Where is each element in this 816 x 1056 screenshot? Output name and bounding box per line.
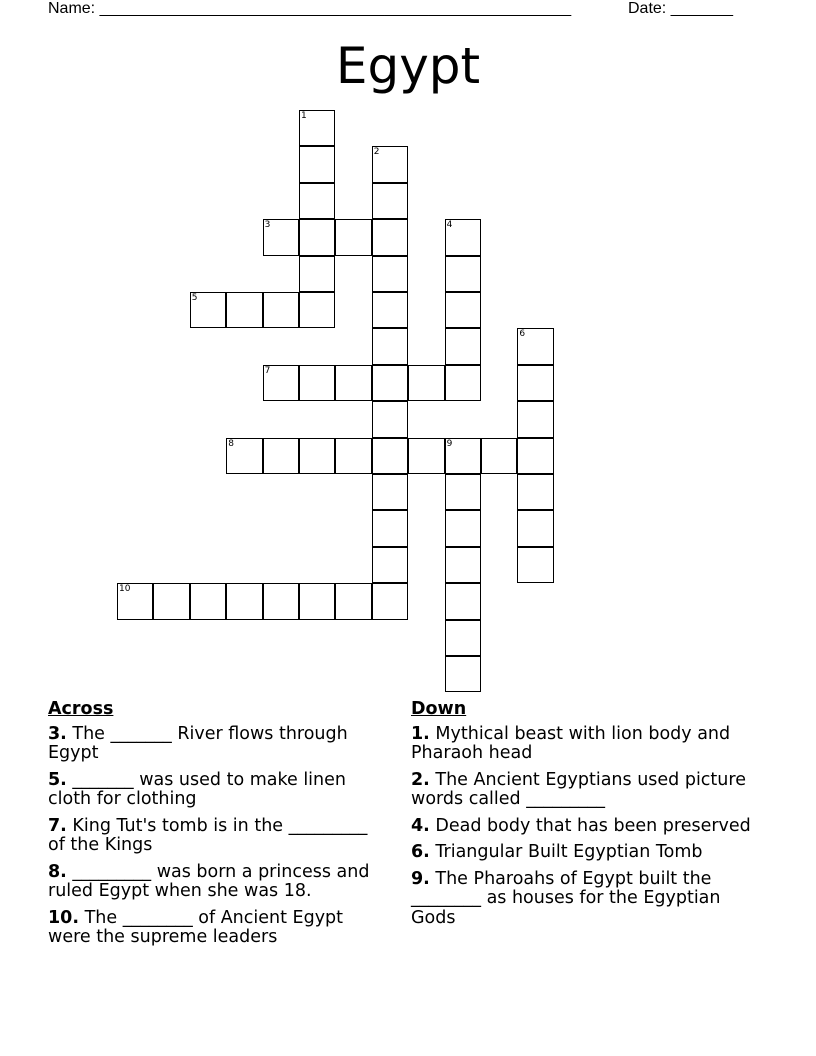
grid-cell[interactable] bbox=[299, 183, 335, 219]
grid-cell[interactable] bbox=[372, 547, 408, 583]
across-heading: Across bbox=[48, 699, 114, 719]
grid-cell[interactable] bbox=[117, 583, 153, 619]
grid-cell[interactable] bbox=[372, 510, 408, 546]
grid-cell[interactable] bbox=[445, 583, 481, 619]
clue-text: The ________ of Ancient Egypt were the supreme leaders bbox=[48, 907, 344, 947]
clue-number: 4. bbox=[411, 815, 430, 836]
grid-cell[interactable] bbox=[445, 438, 481, 474]
grid-cell[interactable] bbox=[517, 328, 553, 364]
grid-cell[interactable] bbox=[372, 146, 408, 182]
grid-cell[interactable] bbox=[335, 583, 371, 619]
clue-text: Triangular Built Egyptian Tomb bbox=[435, 842, 703, 862]
grid-cell[interactable] bbox=[372, 256, 408, 292]
clue-number: 6. bbox=[411, 842, 430, 862]
grid-cell[interactable] bbox=[445, 292, 481, 328]
clue-text: Dead body that has been preserved bbox=[435, 815, 751, 836]
clue-number: 7. bbox=[48, 815, 67, 836]
name-field[interactable]: Name: _____________________________________________________ bbox=[48, 0, 572, 17]
grid-cell[interactable] bbox=[372, 365, 408, 401]
grid-cell[interactable] bbox=[335, 438, 371, 474]
cell-number: 10 bbox=[119, 584, 131, 595]
grid-cell[interactable] bbox=[445, 547, 481, 583]
grid-cell[interactable] bbox=[335, 219, 371, 255]
clue-across-7 bbox=[48, 817, 388, 856]
grid-cell[interactable] bbox=[190, 583, 226, 619]
cell-number: 3 bbox=[264, 220, 271, 231]
clue-text: The _______ River flows through Egypt bbox=[48, 723, 348, 763]
clue-number: 9. bbox=[411, 868, 430, 889]
grid-cell[interactable] bbox=[190, 292, 226, 328]
grid-cell[interactable] bbox=[517, 365, 553, 401]
grid-cell[interactable] bbox=[517, 438, 553, 474]
page-title: Egypt bbox=[335, 37, 481, 95]
clue-down-4 bbox=[411, 817, 751, 837]
grid-cell[interactable] bbox=[263, 219, 299, 255]
grid-cell[interactable] bbox=[517, 510, 553, 546]
clue-text: The Ancient Egyptians used picture words called _________ bbox=[411, 769, 746, 809]
grid-cell[interactable] bbox=[226, 438, 262, 474]
across-clues bbox=[48, 700, 388, 955]
clue-number: 3. bbox=[48, 723, 67, 744]
clue-text: The Pharoahs of Egypt built the ________ as houses for the Egyptian Gods bbox=[411, 868, 721, 928]
grid-cell[interactable] bbox=[445, 510, 481, 546]
cell-number: 4 bbox=[446, 220, 453, 231]
clue-text: _________ was born a princess and ruled Egypt when she was 18. bbox=[48, 861, 370, 901]
cell-number: 7 bbox=[264, 365, 271, 376]
clue-down-6 bbox=[411, 843, 751, 863]
grid-cell[interactable] bbox=[408, 365, 444, 401]
cell-number: 9 bbox=[446, 438, 453, 449]
cell-number: 8 bbox=[228, 438, 234, 449]
clue-down-2 bbox=[411, 771, 751, 810]
grid-cell[interactable] bbox=[372, 328, 408, 364]
clue-across-10 bbox=[48, 909, 388, 948]
grid-cell[interactable] bbox=[372, 183, 408, 219]
grid-cell[interactable] bbox=[445, 328, 481, 364]
grid-cell[interactable] bbox=[299, 438, 335, 474]
grid-cell[interactable] bbox=[263, 365, 299, 401]
grid-cell[interactable] bbox=[299, 219, 335, 255]
grid-cell[interactable] bbox=[299, 365, 335, 401]
grid-cell[interactable] bbox=[263, 583, 299, 619]
down-clues bbox=[411, 700, 751, 935]
clue-text: _______ was used to make linen cloth for clothing bbox=[48, 769, 346, 809]
clue-across-3 bbox=[48, 725, 388, 764]
grid-cell[interactable] bbox=[226, 292, 262, 328]
grid-cell[interactable] bbox=[372, 401, 408, 437]
grid-cell[interactable] bbox=[299, 583, 335, 619]
grid-cell[interactable] bbox=[445, 620, 481, 656]
clue-number: 8. bbox=[48, 861, 67, 882]
grid-cell[interactable] bbox=[263, 438, 299, 474]
grid-cell[interactable] bbox=[299, 256, 335, 292]
grid-cell[interactable] bbox=[372, 583, 408, 619]
grid-cell[interactable] bbox=[408, 438, 444, 474]
grid-cell[interactable] bbox=[372, 438, 408, 474]
down-heading: Down bbox=[411, 699, 467, 719]
grid-cell[interactable] bbox=[481, 438, 517, 474]
grid-cell[interactable] bbox=[445, 656, 481, 692]
grid-cell[interactable] bbox=[372, 474, 408, 510]
grid-cell[interactable] bbox=[299, 292, 335, 328]
cell-number: 1 bbox=[301, 111, 307, 121]
cell-number: 6 bbox=[519, 329, 526, 340]
grid-cell[interactable] bbox=[445, 256, 481, 292]
grid-cell[interactable] bbox=[517, 474, 553, 510]
date-field[interactable]: Date: _______ bbox=[628, 0, 733, 17]
clue-number: 1. bbox=[411, 723, 430, 744]
grid-cell[interactable] bbox=[445, 219, 481, 255]
clue-down-1 bbox=[411, 725, 751, 764]
cell-number: 2 bbox=[373, 147, 380, 158]
grid-cell[interactable] bbox=[445, 474, 481, 510]
clue-number: 10. bbox=[48, 907, 80, 928]
grid-cell[interactable] bbox=[335, 365, 371, 401]
grid-cell[interactable] bbox=[226, 583, 262, 619]
grid-cell[interactable] bbox=[372, 219, 408, 255]
clue-number: 5. bbox=[48, 769, 67, 790]
grid-cell[interactable] bbox=[372, 292, 408, 328]
clue-across-5 bbox=[48, 771, 388, 810]
clue-across-8 bbox=[48, 863, 388, 902]
clue-down-9 bbox=[411, 870, 751, 929]
clue-number: 2. bbox=[411, 769, 430, 790]
clue-text: Mythical beast with lion body and Pharaoh head bbox=[411, 723, 731, 763]
grid-cell[interactable] bbox=[153, 583, 189, 619]
cell-number: 5 bbox=[191, 293, 198, 303]
grid-cell[interactable] bbox=[517, 401, 553, 437]
clue-text: King Tut's tomb is in the _________ of the Kings bbox=[48, 815, 368, 855]
grid-cell[interactable] bbox=[299, 110, 335, 146]
grid-cell[interactable] bbox=[517, 547, 553, 583]
grid-cell[interactable] bbox=[263, 292, 299, 328]
grid-cell[interactable] bbox=[445, 365, 481, 401]
grid-cell[interactable] bbox=[299, 146, 335, 182]
